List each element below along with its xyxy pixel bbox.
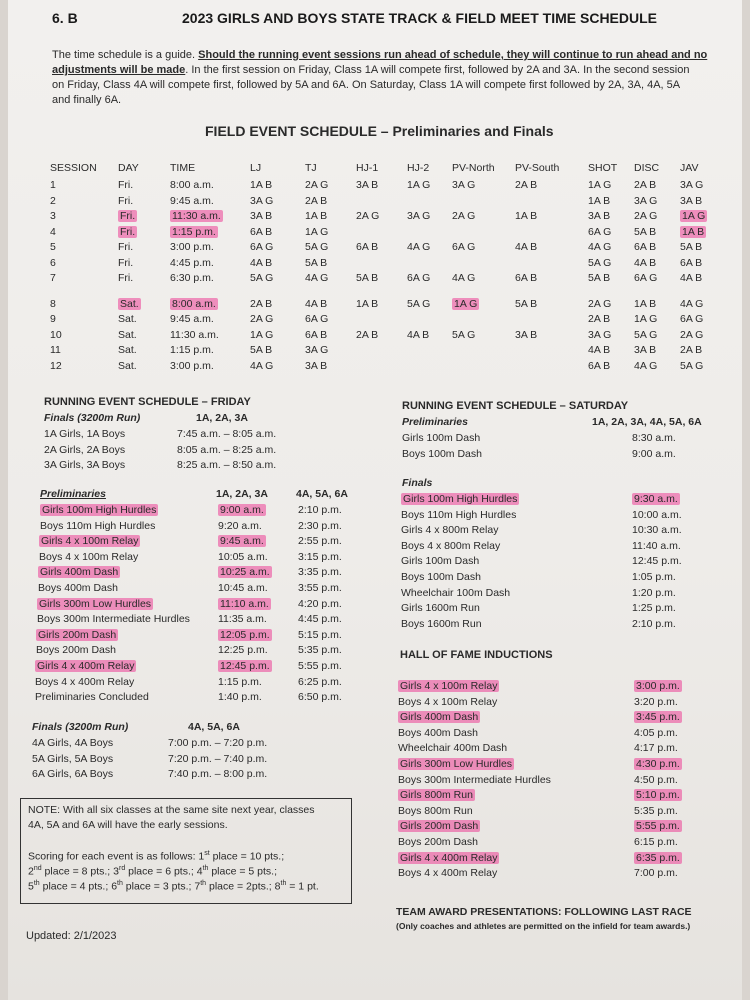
friday-finals-label: Finals (3200m Run) — [44, 412, 141, 424]
field-cell: 6A B — [634, 241, 657, 253]
field-cell: 5A B — [634, 225, 657, 238]
friday-finals2-group: 6A Girls, 6A Boys — [32, 768, 114, 780]
saturday-prelims-label: Preliminaries — [402, 416, 468, 428]
saturday-final2-time: 3:20 p.m. — [634, 695, 678, 708]
friday-schedule-title: RUNNING EVENT SCHEDULE – FRIDAY — [44, 396, 251, 408]
saturday-final2-event: Girls 300m Low Hurdles — [400, 758, 513, 770]
friday-prelim-time-early: 12:25 p.m. — [218, 644, 268, 657]
field-cell: 4A B — [515, 241, 538, 253]
saturday-final-event: Boys 1600m Run — [401, 617, 482, 630]
friday-prelim-time-early: 11:35 a.m. — [218, 613, 267, 626]
field-cell: 6A B — [250, 225, 273, 238]
field-cell: 3A B — [356, 179, 379, 191]
field-cell: 12 — [50, 359, 62, 372]
field-cell: 11 — [50, 344, 61, 356]
field-cell: 3A B — [680, 194, 703, 207]
field-cell: 3A B — [515, 328, 538, 341]
field-cell: 5A G — [588, 256, 612, 269]
saturday-final2-event: Wheelchair 400m Dash — [398, 742, 508, 755]
friday-prelim-event: Girls 400m Dash — [40, 566, 119, 579]
field-cell: 4A B — [305, 297, 328, 310]
saturday-final2-time: 3:00 p.m. — [636, 680, 680, 692]
saturday-final2-event: Girls 4 x 100m Relay — [400, 680, 498, 692]
friday-prelim-time-late: 4:45 p.m. — [298, 613, 342, 626]
field-cell: 5A G — [634, 328, 658, 341]
field-cell: 3 — [50, 210, 56, 222]
field-cell: 1A G — [407, 179, 431, 191]
friday-prelim-time-late: 5:55 p.m. — [298, 660, 342, 672]
scoring-line-2: 2nd place = 8 pts.; 3rd place = 6 pts.; 4th place = 5 pts.; — [28, 865, 277, 878]
field-cell: 3:00 p.m. — [170, 241, 214, 253]
saturday-final2-event: Girls 800m Run — [400, 789, 473, 802]
saturday-final-event: Girls 100m Dash — [401, 555, 480, 568]
saturday-final2-time: 4:50 p.m. — [634, 773, 678, 786]
friday-prelim-time-early: 9:20 a.m. — [218, 519, 262, 532]
saturday-classes: 1A, 2A, 3A, 4A, 5A, 6A — [592, 416, 702, 428]
saturday-prelim-event: Girls 100m Dash — [402, 432, 481, 444]
field-cell: 1A G — [682, 210, 706, 222]
saturday-final2-time: 5:55 p.m. — [636, 820, 680, 833]
friday-prelim-time-late: 2:10 p.m. — [298, 504, 342, 516]
field-cell: 7 — [50, 272, 56, 284]
saturday-final-time: 10:30 a.m. — [632, 524, 682, 537]
field-cell: 1A G — [634, 313, 658, 325]
friday-finals2-time: 7:40 p.m. – 8:00 p.m. — [168, 768, 268, 780]
page-title: 2023 GIRLS AND BOYS STATE TRACK & FIELD MEET TIME SCHEDULE — [182, 10, 658, 26]
field-cell: 3A G — [634, 194, 658, 207]
friday-prelim-event: Boys 300m Intermediate Hurdles — [37, 613, 190, 626]
friday-prelim-time-late: 2:30 p.m. — [298, 519, 342, 532]
field-header-day: DAY — [118, 162, 139, 174]
field-cell: 6A B — [356, 241, 379, 253]
field-cell: 2A B — [634, 179, 657, 191]
friday-prelim-event: Boys 4 x 100m Relay — [39, 550, 139, 563]
field-cell: 6A B — [305, 328, 328, 341]
field-cell: 6 — [50, 256, 56, 269]
saturday-prelim-event: Boys 100m Dash — [402, 447, 482, 460]
saturday-prelim-time: 9:00 a.m. — [632, 447, 676, 460]
saturday-final-event: Girls 1600m Run — [401, 602, 480, 615]
saturday-final2-time: 6:35 p.m. — [636, 851, 680, 864]
saturday-final2-event: Boys 4 x 100m Relay — [398, 695, 498, 708]
field-cell: 4A G — [452, 272, 476, 284]
saturday-finals-label: Finals — [402, 477, 433, 489]
field-cell: Fri. — [118, 179, 134, 191]
field-header-hj-1: HJ-1 — [356, 162, 379, 174]
friday-prelim-time-early: 12:45 p.m. — [220, 660, 270, 672]
field-cell: 1A B — [634, 297, 657, 310]
field-cell: 5A B — [305, 256, 328, 269]
friday-prelim-time-late: 3:15 p.m. — [298, 550, 342, 563]
field-cell: 2A B — [680, 344, 703, 356]
field-header-jav: JAV — [680, 162, 699, 174]
field-cell: 4A G — [250, 359, 274, 372]
scoring-line-1: Scoring for each event is as follows: 1st place = 10 pts.; — [28, 850, 285, 863]
field-schedule-title: FIELD EVENT SCHEDULE – Preliminaries and Finals — [205, 123, 554, 139]
field-cell: Sat. — [118, 328, 137, 341]
field-header-time: TIME — [170, 162, 196, 174]
field-cell: 4A G — [634, 359, 658, 372]
friday-prelim-time-late: 5:15 p.m. — [298, 628, 342, 641]
field-cell: 6A B — [680, 256, 703, 269]
field-cell: 1:15 p.m. — [170, 344, 214, 356]
saturday-final2-time: 7:00 p.m. — [634, 867, 678, 880]
friday-prelim-time-early: 12:05 p.m. — [220, 628, 270, 641]
saturday-final2-event: Boys 200m Dash — [398, 836, 478, 848]
field-cell: 4A G — [305, 272, 329, 284]
saturday-final-time: 2:10 p.m. — [632, 617, 676, 630]
friday-finals-classes: 1A, 2A, 3A — [196, 412, 248, 424]
friday-prelim-time-late: 6:50 p.m. — [298, 691, 342, 704]
saturday-final-event: Boys 100m Dash — [401, 571, 481, 583]
friday-prelims-col1: 1A, 2A, 3A — [216, 488, 268, 500]
field-cell: 2 — [50, 194, 56, 207]
friday-prelims-label: Preliminaries — [40, 488, 106, 500]
friday-prelim-time-early: 9:00 a.m. — [220, 504, 264, 516]
field-cell: 5A G — [250, 272, 274, 284]
friday-prelims-col2: 4A, 5A, 6A — [296, 488, 348, 500]
field-cell: 1A B — [250, 179, 273, 191]
field-cell: 2A B — [515, 179, 538, 191]
field-cell: 5A B — [515, 297, 538, 310]
friday-prelim-time-early: 9:45 a.m. — [220, 535, 264, 548]
friday-prelim-time-late: 2:55 p.m. — [298, 535, 342, 548]
field-cell: 3A G — [588, 328, 612, 341]
friday-prelim-time-early: 1:15 p.m. — [218, 675, 262, 688]
intro-line-3: on Friday, Class 4A will compete first, followed by 5A and 6A. On Saturday, Class 1A will compete first followed by 2A, 3A, 4A, 5A — [52, 79, 681, 91]
field-cell: 1A B — [305, 210, 328, 222]
field-cell: 11:30 a.m. — [170, 328, 219, 341]
friday-prelim-time-late: 6:25 p.m. — [298, 675, 342, 688]
saturday-final-time: 10:00 a.m. — [632, 508, 682, 521]
friday-prelim-event: Preliminaries Concluded — [35, 691, 149, 704]
friday-prelim-time-early: 1:40 p.m. — [218, 691, 262, 704]
field-header-lj: LJ — [250, 162, 262, 174]
field-cell: 4A B — [588, 344, 611, 356]
field-header-shot: SHOT — [588, 162, 618, 174]
saturday-final2-event: Boys 4 x 400m Relay — [398, 867, 498, 880]
field-cell: 9 — [50, 313, 56, 325]
saturday-final-time: 1:20 p.m. — [632, 586, 676, 599]
field-cell: 5 — [50, 241, 56, 253]
friday-prelim-event: Boys 110m High Hurdles — [40, 519, 156, 532]
field-cell: 1A B — [515, 210, 538, 222]
saturday-final2-time: 4:30 p.m. — [636, 758, 680, 770]
friday-prelim-event: Girls 100m High Hurdles — [42, 504, 157, 516]
field-header-pv-south: PV-South — [515, 162, 560, 174]
saturday-final2-time: 3:45 p.m. — [636, 711, 680, 724]
friday-prelim-time-early: 10:45 a.m. — [218, 582, 268, 594]
field-cell: Fri. — [118, 256, 134, 269]
field-cell: 2A B — [250, 297, 273, 310]
field-cell: 3A G — [305, 344, 329, 356]
field-cell: 2A G — [680, 328, 704, 341]
intro-line-4: and finally 6A. — [52, 94, 122, 106]
note-line-2: 4A, 5A and 6A will have the early sessions. — [28, 819, 228, 831]
field-cell: 1A G — [454, 297, 478, 310]
field-header-hj-2: HJ-2 — [407, 162, 430, 174]
field-cell: 5A G — [680, 359, 704, 372]
field-cell: 3A G — [452, 179, 476, 191]
field-cell: 6A G — [305, 313, 329, 325]
team-award-note: (Only coaches and athletes are permitted on the infield for team awards.) — [396, 921, 691, 931]
field-cell: Sat. — [118, 344, 137, 356]
field-cell: 2A B — [356, 328, 379, 341]
field-cell: 6A G — [452, 241, 476, 253]
field-cell: 8 — [50, 297, 56, 310]
field-cell: 6A B — [588, 359, 611, 372]
friday-finals-time: 8:25 a.m. – 8:50 a.m. — [177, 459, 277, 471]
field-cell: 4A B — [250, 256, 273, 269]
field-cell: 2A B — [305, 194, 328, 207]
field-cell: 3A B — [250, 210, 273, 222]
field-cell: Fri. — [120, 210, 136, 222]
saturday-final-event: Wheelchair 100m Dash — [401, 586, 511, 599]
field-cell: 4A G — [588, 241, 612, 253]
field-cell: 4 — [50, 225, 56, 238]
friday-prelim-time-late: 3:35 p.m. — [298, 566, 342, 579]
saturday-final-event: Boys 110m High Hurdles — [401, 508, 517, 521]
friday-prelim-time-late: 5:35 p.m. — [298, 644, 342, 657]
field-cell: Fri. — [118, 241, 134, 253]
field-cell: Fri. — [118, 272, 134, 284]
field-cell: 2A G — [634, 210, 658, 222]
friday-finals-time: 7:45 a.m. – 8:05 a.m. — [177, 428, 277, 440]
friday-finals-group: 2A Girls, 2A Boys — [44, 443, 126, 456]
field-cell: 3A B — [588, 210, 611, 222]
field-cell: 1A B — [356, 297, 379, 310]
friday-finals2-time: 7:20 p.m. – 7:40 p.m. — [168, 752, 268, 765]
field-cell: 6A G — [680, 313, 704, 325]
friday-finals-time: 8:05 a.m. – 8:25 a.m. — [177, 443, 277, 456]
field-cell: 1 — [50, 179, 56, 191]
field-cell: 6A B — [515, 272, 538, 284]
friday-prelim-event: Boys 4 x 400m Relay — [35, 675, 135, 688]
field-cell: 2A G — [588, 297, 612, 310]
field-cell: 5A G — [452, 328, 476, 341]
friday-finals-group: 1A Girls, 1A Boys — [44, 428, 126, 440]
saturday-final-time: 1:25 p.m. — [632, 602, 676, 615]
friday-finals2-group: 4A Girls, 4A Boys — [32, 737, 114, 749]
field-cell: 11:30 a.m. — [172, 210, 221, 222]
field-header-tj: TJ — [305, 162, 317, 174]
field-cell: 2A G — [452, 210, 476, 222]
saturday-final2-event: Boys 300m Intermediate Hurdles — [398, 773, 551, 786]
saturday-final2-time: 4:05 p.m. — [634, 726, 678, 739]
field-cell: Sat. — [118, 359, 137, 372]
field-cell: 8:00 a.m. — [170, 179, 214, 191]
updated-date: Updated: 2/1/2023 — [26, 930, 117, 942]
field-cell: 4A G — [680, 297, 704, 310]
field-cell: 3A G — [680, 179, 704, 191]
field-cell: 3A B — [305, 359, 328, 372]
page-number: 6. B — [52, 10, 78, 26]
field-cell: 3A G — [407, 210, 431, 222]
field-cell: 1A G — [250, 328, 274, 341]
friday-prelim-time-early: 10:05 a.m. — [218, 550, 268, 563]
friday-prelim-event: Girls 200m Dash — [38, 628, 117, 641]
field-cell: 5A B — [588, 272, 611, 284]
field-cell: 4A B — [407, 328, 430, 341]
saturday-final2-time: 5:10 p.m. — [636, 789, 680, 802]
field-cell: 5A G — [407, 297, 431, 310]
field-cell: Sat. — [120, 297, 139, 310]
field-cell: 5A B — [250, 344, 273, 356]
field-cell: 8:00 a.m. — [172, 297, 216, 310]
field-cell: 1A B — [588, 194, 611, 207]
field-cell: 3A G — [250, 194, 274, 207]
field-cell: 9:45 a.m. — [170, 194, 214, 207]
field-cell: 2A G — [356, 210, 380, 222]
friday-prelim-event: Boys 400m Dash — [38, 582, 118, 594]
field-cell: 4:45 p.m. — [170, 256, 214, 269]
field-cell: 10 — [50, 328, 62, 341]
saturday-prelim-time: 8:30 a.m. — [632, 432, 676, 444]
saturday-final2-event: Girls 4 x 400m Relay — [400, 851, 498, 864]
friday-prelim-event: Girls 300m Low Hurdles — [39, 597, 152, 610]
saturday-final-time: 9:30 a.m. — [634, 493, 678, 505]
friday-prelim-time-early: 11:10 a.m. — [220, 597, 269, 610]
field-cell: 5A B — [680, 241, 703, 253]
field-header-disc: DISC — [634, 162, 660, 174]
field-cell: 1:15 p.m. — [172, 225, 216, 238]
saturday-final2-time: 4:17 p.m. — [634, 742, 678, 755]
field-cell: 6:30 p.m. — [170, 272, 214, 284]
field-cell: Fri. — [118, 194, 134, 207]
field-cell: 3A B — [634, 344, 657, 356]
field-cell: 2A G — [305, 179, 329, 191]
friday-finals2-time: 7:00 p.m. – 7:20 p.m. — [168, 737, 268, 749]
field-cell: 5A G — [305, 241, 329, 253]
field-cell: 6A G — [407, 272, 431, 284]
field-cell: 5A B — [356, 272, 379, 284]
saturday-final2-time: 6:15 p.m. — [634, 836, 678, 848]
scoring-line-3: 5th place = 4 pts.; 6th place = 3 pts.; 7th place = 2pts.; 8th = 1 pt. — [28, 880, 319, 893]
saturday-final2-event: Girls 200m Dash — [400, 820, 479, 833]
field-cell: 2A B — [588, 313, 611, 325]
field-cell: 4A G — [407, 241, 431, 253]
field-cell: 2A G — [250, 313, 274, 325]
hall-of-fame: HALL OF FAME INDUCTIONS — [400, 649, 553, 661]
field-cell: 1A B — [682, 225, 705, 238]
friday-finals2-group: 5A Girls, 5A Boys — [32, 752, 114, 765]
friday-finals2-classes: 4A, 5A, 6A — [188, 721, 240, 733]
saturday-final2-event: Boys 800m Run — [398, 804, 473, 817]
field-header-pv-north: PV-North — [452, 162, 495, 174]
field-cell: Sat. — [118, 313, 137, 325]
saturday-final-time: 11:40 a.m. — [632, 539, 681, 552]
field-cell: 4A B — [680, 272, 703, 284]
field-header-session: SESSION — [50, 162, 97, 174]
friday-prelim-event: Girls 4 x 100m Relay — [41, 535, 139, 548]
friday-prelim-event: Girls 4 x 400m Relay — [37, 660, 135, 672]
saturday-final-event: Girls 100m High Hurdles — [403, 493, 518, 505]
saturday-final-event: Boys 4 x 800m Relay — [401, 539, 501, 552]
team-award-title: TEAM AWARD PRESENTATIONS: FOLLOWING LAST RACE — [396, 906, 692, 918]
friday-finals2-label: Finals (3200m Run) — [32, 721, 129, 733]
field-cell: Fri. — [120, 225, 136, 238]
field-cell: 4A B — [634, 256, 657, 269]
friday-finals-group: 3A Girls, 3A Boys — [44, 459, 126, 471]
friday-prelim-time-late: 4:20 p.m. — [298, 597, 342, 610]
friday-prelim-time-late: 3:55 p.m. — [298, 582, 342, 594]
saturday-final-event: Girls 4 x 800m Relay — [401, 524, 499, 537]
field-cell: 6A G — [634, 272, 658, 284]
field-cell: 6A G — [588, 225, 612, 238]
saturday-final2-time: 5:35 p.m. — [634, 804, 678, 817]
field-cell: 3:00 p.m. — [170, 359, 214, 372]
saturday-schedule-title: RUNNING EVENT SCHEDULE – SATURDAY — [402, 400, 629, 412]
field-cell: 1A G — [588, 179, 612, 191]
friday-prelim-event: Boys 200m Dash — [36, 644, 116, 657]
friday-prelim-time-early: 10:25 a.m. — [220, 566, 270, 579]
intro-line-1: The time schedule is a guide. Should the running event sessions run ahead of schedule, they will continue to run ahead and no — [52, 49, 708, 61]
saturday-final2-event: Boys 400m Dash — [398, 726, 478, 739]
saturday-final-time: 1:05 p.m. — [632, 571, 676, 583]
saturday-final-time: 12:45 p.m. — [632, 555, 682, 568]
field-cell: 1A G — [305, 225, 329, 238]
note-line-1: NOTE: With all six classes at the same site next year, classes — [28, 804, 315, 816]
saturday-final2-event: Girls 400m Dash — [400, 711, 479, 724]
intro-line-2: adjustments will be made. In the first session on Friday, Class 1A will compete first, followed by 2A and 3A. In the second session — [52, 64, 690, 76]
field-cell: 6A G — [250, 241, 274, 253]
field-cell: 9:45 a.m. — [170, 313, 214, 325]
